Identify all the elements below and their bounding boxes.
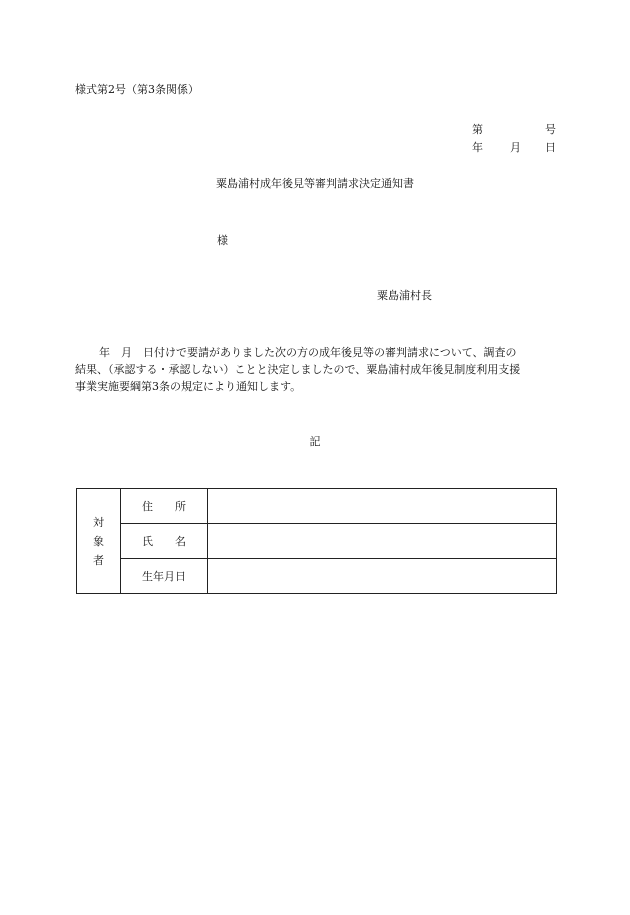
table-row [77,559,557,594]
number-suffix: 号 [545,123,556,136]
birthdate-label: 生年月日 [121,559,208,594]
table-row [77,489,557,524]
group-char: 対 [93,515,104,529]
number-prefix: 第 [472,123,483,136]
document-title: 粟島浦村成年後見等審判請求決定通知書 [216,177,414,190]
body-line: 事業実施要綱第3条の規定により通知します。 [75,380,302,393]
document-number [472,124,556,136]
subject-table [76,488,557,594]
body-line: 年 月 日付けで要請がありました次の方の成年後見等の審判請求について、調査の [99,346,517,359]
group-char: 象 [93,534,104,548]
recipient-honorific: 様 [217,234,228,247]
birthdate-field[interactable] [208,559,557,594]
address-field[interactable] [208,489,557,524]
date-year: 年 [472,141,483,154]
name-field[interactable] [208,524,557,559]
body-line: 結果、（承認する・承認しない）ことと決定しましたので、粟島浦村成年後見制度利用支援 [75,363,521,376]
table-row [77,524,557,559]
subject-group-label [77,489,121,594]
date-month: 月 [510,141,521,154]
address-label: 住 所 [121,489,208,524]
document-date [472,142,556,154]
issuer-name: 粟島浦村長 [377,289,432,302]
form-label: 様式第2号（第3条関係） [75,83,199,96]
body-paragraph [75,344,559,395]
group-char: 者 [93,553,104,567]
ki-heading: 記 [309,435,321,448]
date-day: 日 [545,141,556,154]
name-label: 氏 名 [121,524,208,559]
